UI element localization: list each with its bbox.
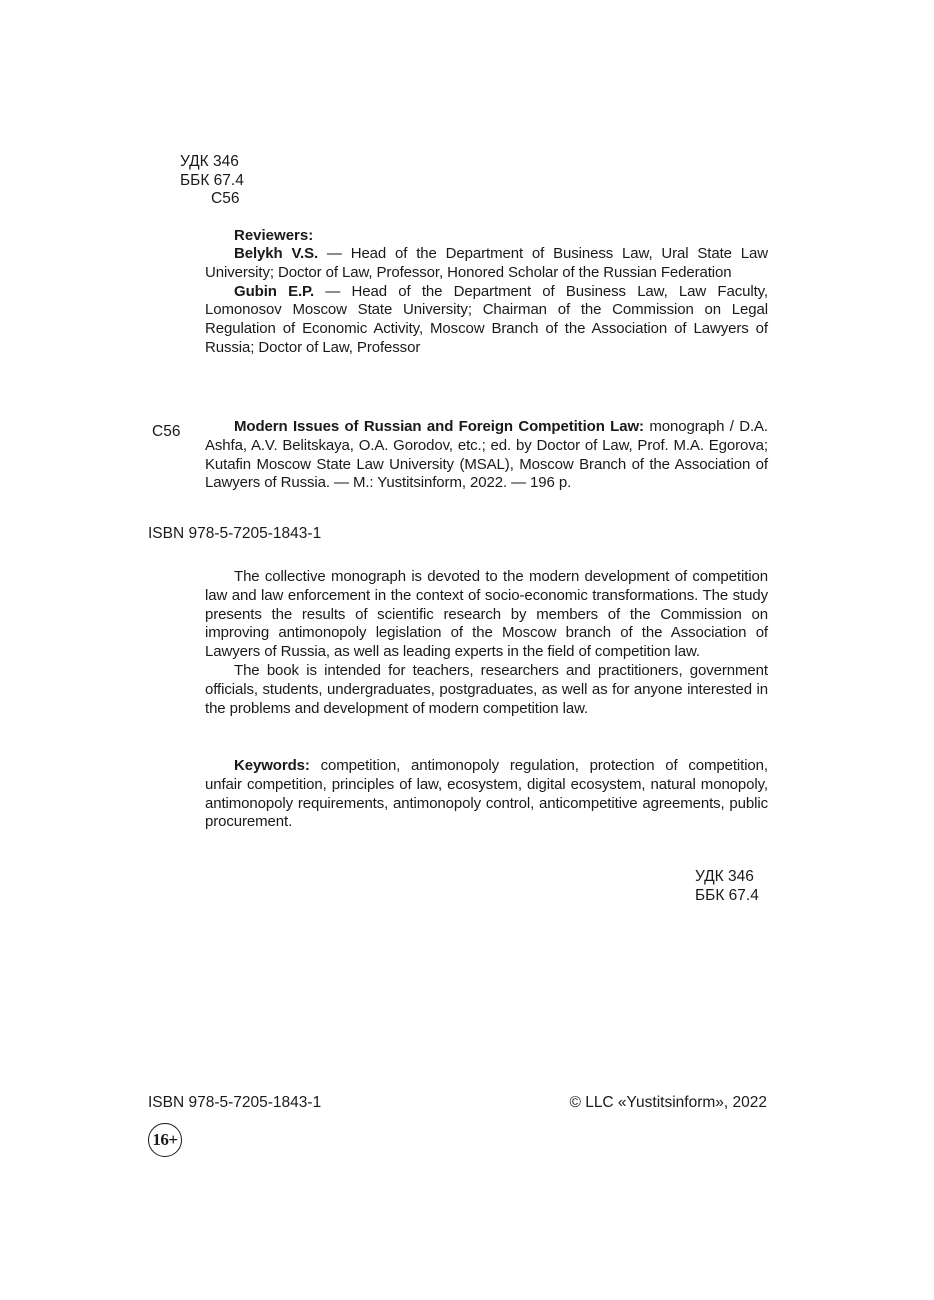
- reviewer-entry: [205, 283, 768, 358]
- footer-bbk-code: ББК 67.4: [695, 887, 759, 904]
- reviewer-entry: [205, 245, 768, 283]
- reviewer-name: Gubin E.P.: [234, 282, 315, 300]
- reviewer-name: Belykh V.S.: [234, 245, 319, 262]
- abstract-paragraph: The book is intended for teachers, researchers and practitioners, government officials, students, undergraduates, postgraduates, as well as for anyone interested in the problems and development of modern competition law.: [205, 661, 768, 717]
- abstract-block: [205, 568, 768, 718]
- keywords-list: competition, antimonopoly regulation, protection of competition, unfair competition, principles of law, ecosystem, digital ecosystem, natural monopoly, antimonopoly requirements, antimonopoly control, anticompetitive agreements, public procurement.: [205, 757, 768, 831]
- isbn-bottom: ISBN 978-5-7205-1843-1: [148, 1094, 322, 1111]
- reviewer-description: — Head of the Department of Business Law, Law Faculty, Lomonosov Moscow State University; Chairman of the Commission on Legal Regulation of Economic Activity, Moscow Branch of the Association of Lawyers of Russia; Doctor of Law, Professor: [205, 282, 768, 356]
- keywords-text: [205, 757, 768, 832]
- udk-code: УДК 346: [180, 153, 239, 170]
- book-title: Modern Issues of Russian and Foreign Competition Law:: [234, 418, 644, 435]
- bibliographic-mark: С56: [152, 423, 181, 440]
- bibliographic-text: [205, 418, 768, 493]
- copyright: © LLC «Yustitsinform», 2022: [569, 1094, 767, 1111]
- reviewers-heading: Reviewers:: [234, 227, 314, 244]
- keywords-label: Keywords:: [234, 757, 310, 774]
- isbn-top: ISBN 978-5-7205-1843-1: [148, 525, 322, 542]
- reviewers-block: [205, 226, 768, 358]
- keywords-block: [205, 757, 768, 832]
- book-description: monograph / D.A. Ashfa, A.V. Belitskaya, O.A. Gorodov, etc.; ed. by Doctor of Law, Prof. M.A. Egorova; Kutafin Moscow State Law University (MSAL), Moscow Branch of the Association of Lawyers of Russia. — M.: Yustitsinform, 2022. — 196 p.: [205, 418, 768, 492]
- footer-udk-code: УДК 346: [695, 868, 754, 885]
- reviewer-description: — Head of the Department of Business Law, Ural State Law University; Doctor of Law, Professor, Honored Scholar of the Russian Federation: [205, 245, 768, 281]
- bbk-code: ББК 67.4: [180, 172, 244, 189]
- abstract-paragraph: The collective monograph is devoted to the modern development of competition law and law enforcement in the context of socio-economic transformations. The study presents the results of scientific research by members of the Commission on improving antimonopoly legislation of the Moscow branch of the Association of Lawyers of Russia, as well as leading experts in the field of competition law.: [205, 568, 768, 661]
- author-mark: С56: [211, 190, 240, 207]
- bibliographic-record: [205, 418, 768, 493]
- age-rating-badge: 16+: [148, 1123, 182, 1157]
